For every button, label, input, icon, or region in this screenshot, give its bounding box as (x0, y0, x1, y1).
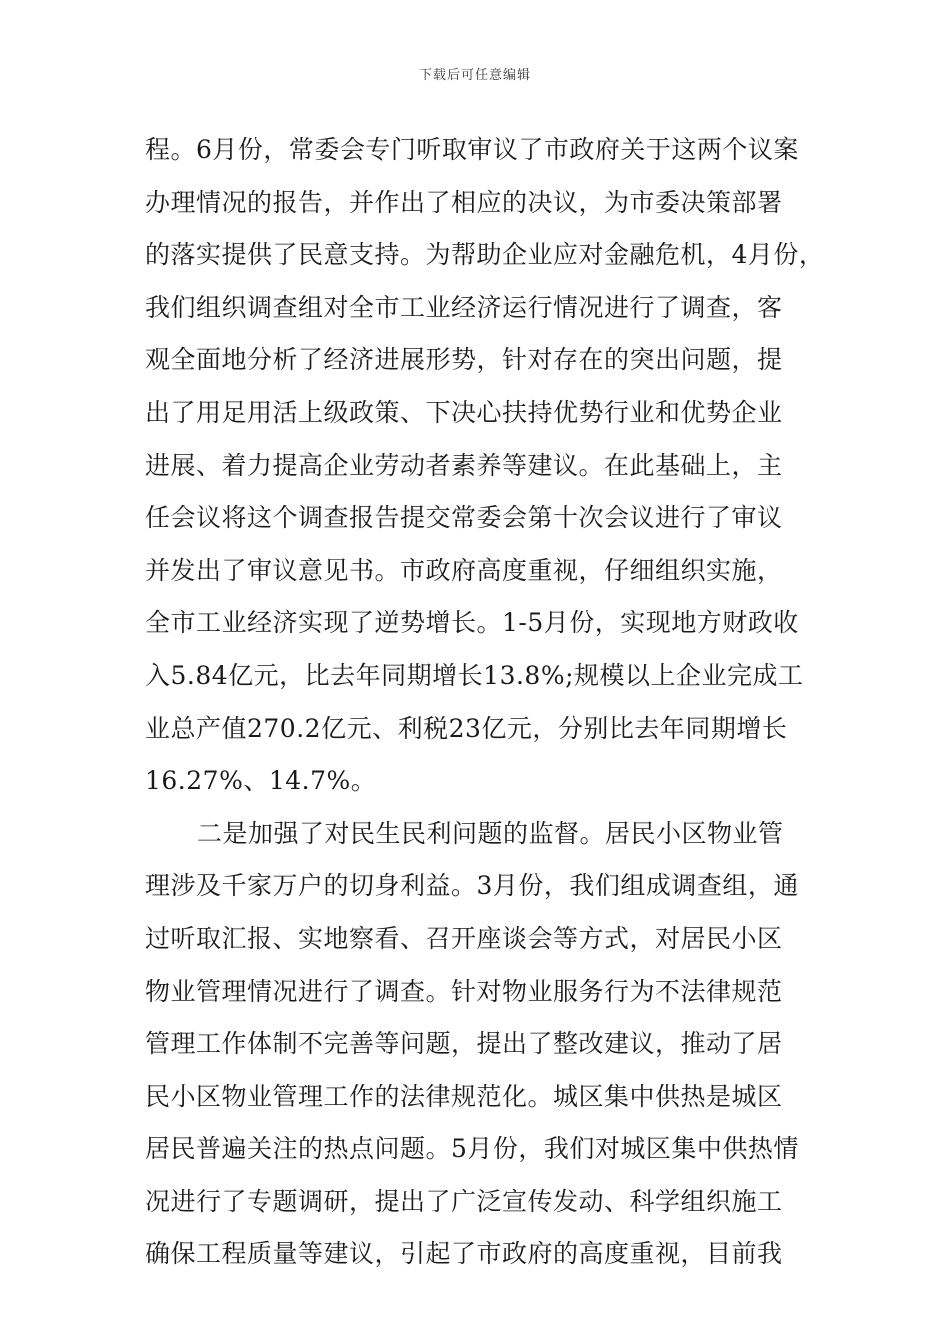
document-body (145, 124, 825, 1281)
text-line: 办理情况的报告，并作出了相应的决议，为市委决策部署 (145, 187, 783, 217)
text-line: 业总产值270.2亿元、利税23亿元，分别比去年同期增长 (145, 713, 788, 743)
text-line: 理涉及千家万户的切身利益。3月份，我们组成调查组，通 (145, 871, 799, 901)
page-header: 下载后可任意编辑 (418, 68, 531, 83)
text-line: 并发出了审议意见书。市政府高度重视，仔细组织实施， (145, 555, 783, 585)
text-line: 任会议将这个调查报告提交常委会第十次会议进行了审议 (145, 503, 783, 533)
text-line: 全市工业经济实现了逆势增长。1-5月份，实现地方财政收 (145, 608, 799, 638)
text-line: 进展、着力提高企业劳动者素养等建议。在此基础上，主 (145, 450, 783, 480)
paragraph-first-line: 二是加强了对民生民利问题的监督。居民小区物业管 (197, 818, 784, 848)
text-line: 民小区物业管理工作的法律规范化。城区集中供热是城区 (145, 1081, 783, 1111)
text-line: 我们组织调查组对全市工业经济运行情况进行了调查，客 (145, 292, 783, 322)
text-line: 16.27%、14.7%。 (145, 766, 377, 796)
text-line: 确保工程质量等建议，引起了市政府的高度重视，目前我 (145, 1239, 783, 1269)
text-line: 居民普遍关注的热点问题。5月份，我们对城区集中供热情 (145, 1134, 799, 1164)
text-line: 物业管理情况进行了调查。针对物业服务行为不法律规范 (145, 976, 783, 1006)
text-line: 观全面地分析了经济进展形势，针对存在的突出问题，提 (145, 345, 783, 375)
text-line: 出了用足用活上级政策、下决心扶持优势行业和优势企业 (145, 397, 783, 427)
text-line: 况进行了专题调研，提出了广泛宣传发动、科学组织施工 (145, 1186, 783, 1216)
text-line: 过听取汇报、实地察看、召开座谈会等方式，对居民小区 (145, 923, 783, 953)
text-line: 入5.84亿元，比去年同期增长13.8%;规模以上企业完成工 (145, 660, 804, 690)
text-line: 管理工作体制不完善等问题，提出了整改建议，推动了居 (145, 1029, 783, 1059)
text-line: 的落实提供了民意支持。为帮助企业应对金融危机，4月份， (145, 240, 825, 270)
text-line: 程。6月份，常委会专门听取审议了市政府关于这两个议案 (145, 135, 799, 164)
